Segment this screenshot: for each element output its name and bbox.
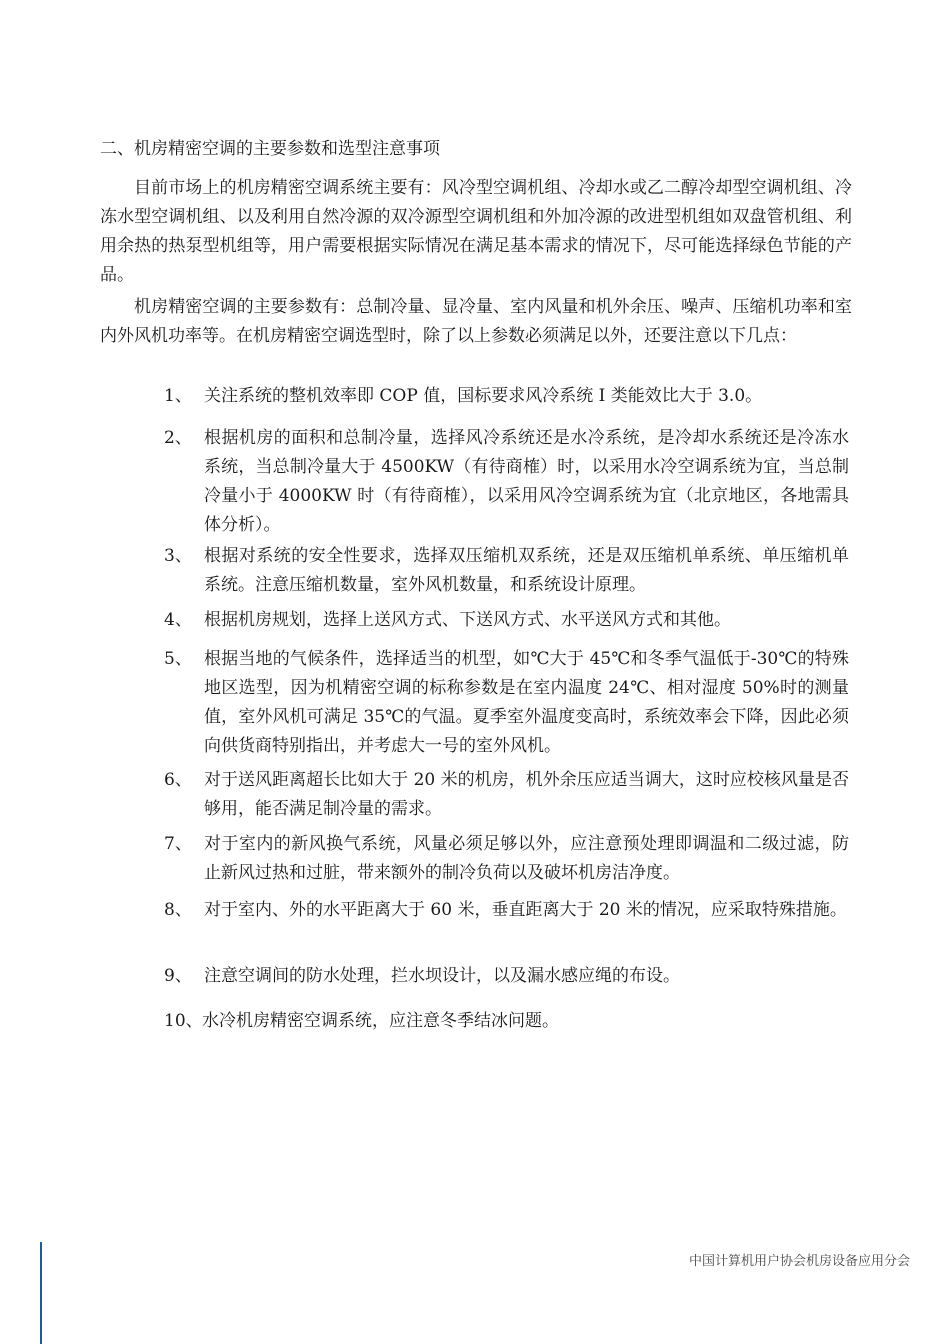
list-item-number: 4、	[164, 610, 192, 630]
list-item-number: 10、	[164, 1011, 203, 1031]
list-item-text: 对于室内的新风换气系统，风量必须足够以外，应注意预处理即调温和二级过滤，防止新风过热和过脏，带来额外的制冷负荷以及破坏机房洁净度。	[204, 834, 849, 883]
list-item-text: 根据对系统的安全性要求，选择双压缩机双系统，还是双压缩机单系统、单压缩机单系统。注意压缩机数量，室外风机数量，和系统设计原理。	[204, 546, 849, 595]
list-item-text: 关注系统的整机效率即 COP 值，国标要求风冷系统 I 类能效比大于 3.0。	[204, 386, 763, 406]
section-heading: 二、机房精密空调的主要参数和选型注意事项	[100, 139, 440, 159]
list-item-number: 8、	[164, 900, 192, 920]
list-item-number: 5、	[164, 649, 192, 669]
list-item-text: 水冷机房精密空调系统，应注意冬季结冰问题。	[202, 1011, 559, 1031]
list-item-number: 6、	[164, 770, 192, 790]
list-item-text: 对于室内、外的水平距离大于 60 米，垂直距离大于 20 米的情况，应采取特殊措施。	[204, 900, 847, 920]
intro-paragraph: 目前市场上的机房精密空调系统主要有：风冷型空调机组、冷却水或乙二醇冷却型空调机组、冷冻水型空调机组、以及利用自然冷源的双冷源型空调机组和外加冷源的改进型机组如双盘管机组、利用余热的热泵型机组等，用户需要根据实际情况在满足基本需求的情况下，尽可能选择绿色节能的产品。	[100, 178, 852, 285]
list-item-text: 注意空调间的防水处理，拦水坝设计，以及漏水感应绳的布设。	[204, 966, 680, 986]
list-item-text: 根据当地的气候条件，选择适当的机型，如℃大于 45℃和冬季气温低于-30℃的特殊地区选型，因为机精密空调的标称参数是在室内温度 24℃、相对湿度 50%时的测量值，室外风机可满足 35℃的气温。夏季室外温度变高时，系统效率会下降，因此必须向供货商特别指出，并考虑大一号的室外风机。	[204, 649, 849, 756]
footer-organization: 中国计算机用户协会机房设备应用分会	[688, 1254, 910, 1269]
list-item-text: 根据机房的面积和总制冷量，选择风冷系统还是水冷系统，是冷却水系统还是冷冻水系统，当总制冷量大于 4500KW（有待商榷）时，以采用水冷空调系统为宜，当总制冷量小于 4000KW 时（有待商榷），以采用风冷空调系统为宜（北京地区，各地需具体分析）。	[204, 428, 849, 535]
parameters-paragraph: 机房精密空调的主要参数有：总制冷量、显冷量、室内风量和机外余压、噪声、压缩机功率和室内外风机功率等。在机房精密空调选型时，除了以上参数必须满足以外，还要注意以下几点：	[100, 297, 852, 346]
list-item-number: 9、	[164, 966, 192, 986]
list-item-text: 根据机房规划，选择上送风方式、下送风方式、水平送风方式和其他。	[204, 610, 731, 630]
list-item-number: 1、	[164, 386, 192, 406]
list-item-number: 7、	[164, 834, 192, 854]
list-item-number: 3、	[164, 546, 192, 566]
list-item-number: 2、	[164, 428, 192, 448]
footer-divider	[40, 1242, 42, 1344]
list-item-text: 对于送风距离超长比如大于 20 米的机房，机外余压应适当调大，这时应校核风量是否够用，能否满足制冷量的需求。	[204, 770, 849, 819]
